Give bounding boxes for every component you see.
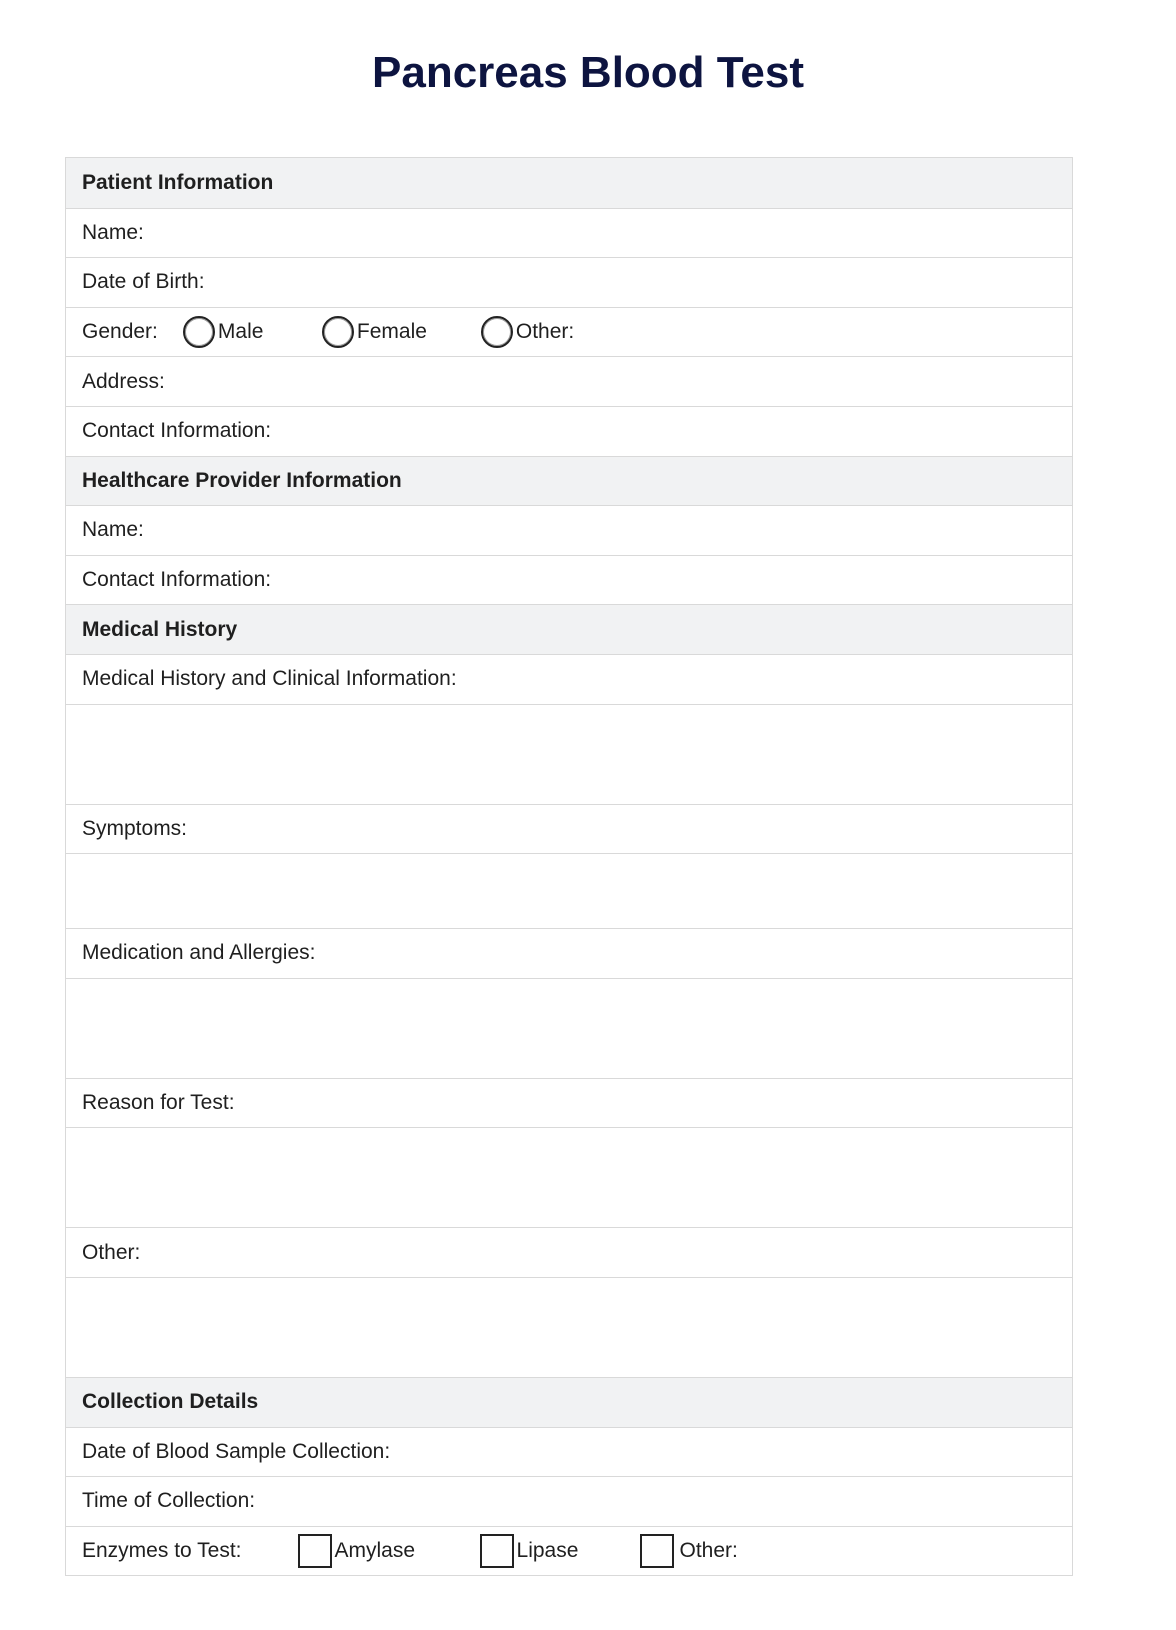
patient-address-field[interactable] xyxy=(66,356,1072,406)
clinical-info-label-row xyxy=(66,654,1072,704)
enzymes-field xyxy=(66,1526,1072,1576)
section-heading: Collection Details xyxy=(82,1390,259,1414)
field-label: Name: xyxy=(82,220,144,244)
section-heading: Healthcare Provider Information xyxy=(82,468,402,492)
field-label: Time of Collection: xyxy=(82,1489,256,1513)
medication-input-area[interactable] xyxy=(66,978,1072,1078)
enzyme-option-lipase[interactable] xyxy=(480,1534,640,1568)
section-medical-history xyxy=(66,604,1072,654)
collection-date-field[interactable] xyxy=(66,1427,1072,1477)
provider-name-field[interactable] xyxy=(66,505,1072,555)
field-label: Gender: xyxy=(82,320,158,344)
patient-contact-field[interactable] xyxy=(66,406,1072,456)
option-label: Lipase xyxy=(516,1538,579,1562)
radio-icon[interactable] xyxy=(481,316,513,348)
reason-input-area[interactable] xyxy=(66,1127,1072,1227)
form-table xyxy=(65,157,1073,1576)
field-label: Contact Information: xyxy=(82,568,272,592)
patient-dob-field[interactable] xyxy=(66,257,1072,307)
field-label: Name: xyxy=(82,518,144,542)
option-label: Other: xyxy=(679,1538,738,1562)
section-healthcare-provider xyxy=(66,456,1072,506)
reason-label-row xyxy=(66,1078,1072,1128)
enzyme-option-other[interactable] xyxy=(640,1534,738,1568)
field-label: Address: xyxy=(82,369,165,393)
field-label: Enzymes to Test: xyxy=(82,1538,242,1562)
section-patient-information xyxy=(66,158,1072,208)
checkbox-icon[interactable] xyxy=(640,1534,674,1568)
section-heading: Patient Information xyxy=(82,170,274,194)
option-label: Other: xyxy=(515,320,575,344)
field-label: Symptoms: xyxy=(82,816,188,840)
other-label-row xyxy=(66,1227,1072,1277)
symptoms-label-row xyxy=(66,804,1072,854)
field-label: Other: xyxy=(82,1240,141,1264)
section-collection-details xyxy=(66,1377,1072,1427)
page-title: Pancreas Blood Test xyxy=(372,48,804,97)
option-label: Amylase xyxy=(334,1538,416,1562)
option-label: Female xyxy=(356,320,427,344)
provider-contact-field[interactable] xyxy=(66,555,1072,605)
symptoms-input-area[interactable] xyxy=(66,853,1072,928)
section-heading: Medical History xyxy=(82,617,238,641)
radio-icon[interactable] xyxy=(322,316,354,348)
checkbox-icon[interactable] xyxy=(480,1534,514,1568)
field-label: Contact Information: xyxy=(82,419,272,443)
gender-option-female[interactable] xyxy=(322,316,481,348)
patient-name-field[interactable] xyxy=(66,208,1072,258)
checkbox-icon[interactable] xyxy=(298,1534,332,1568)
enzyme-option-amylase[interactable] xyxy=(298,1534,480,1568)
field-label: Date of Birth: xyxy=(82,270,205,294)
option-label: Male xyxy=(217,320,264,344)
medication-label-row xyxy=(66,928,1072,978)
gender-option-male[interactable] xyxy=(183,316,322,348)
other-input-area[interactable] xyxy=(66,1277,1072,1377)
radio-icon[interactable] xyxy=(183,316,215,348)
collection-time-field[interactable] xyxy=(66,1476,1072,1526)
field-label: Reason for Test: xyxy=(82,1091,235,1115)
field-label: Medication and Allergies: xyxy=(82,941,316,965)
field-label: Medical History and Clinical Information: xyxy=(82,667,457,691)
clinical-info-input-area[interactable] xyxy=(66,704,1072,804)
field-label: Date of Blood Sample Collection: xyxy=(82,1439,391,1463)
gender-option-other[interactable] xyxy=(481,316,574,348)
patient-gender-field xyxy=(66,307,1072,357)
